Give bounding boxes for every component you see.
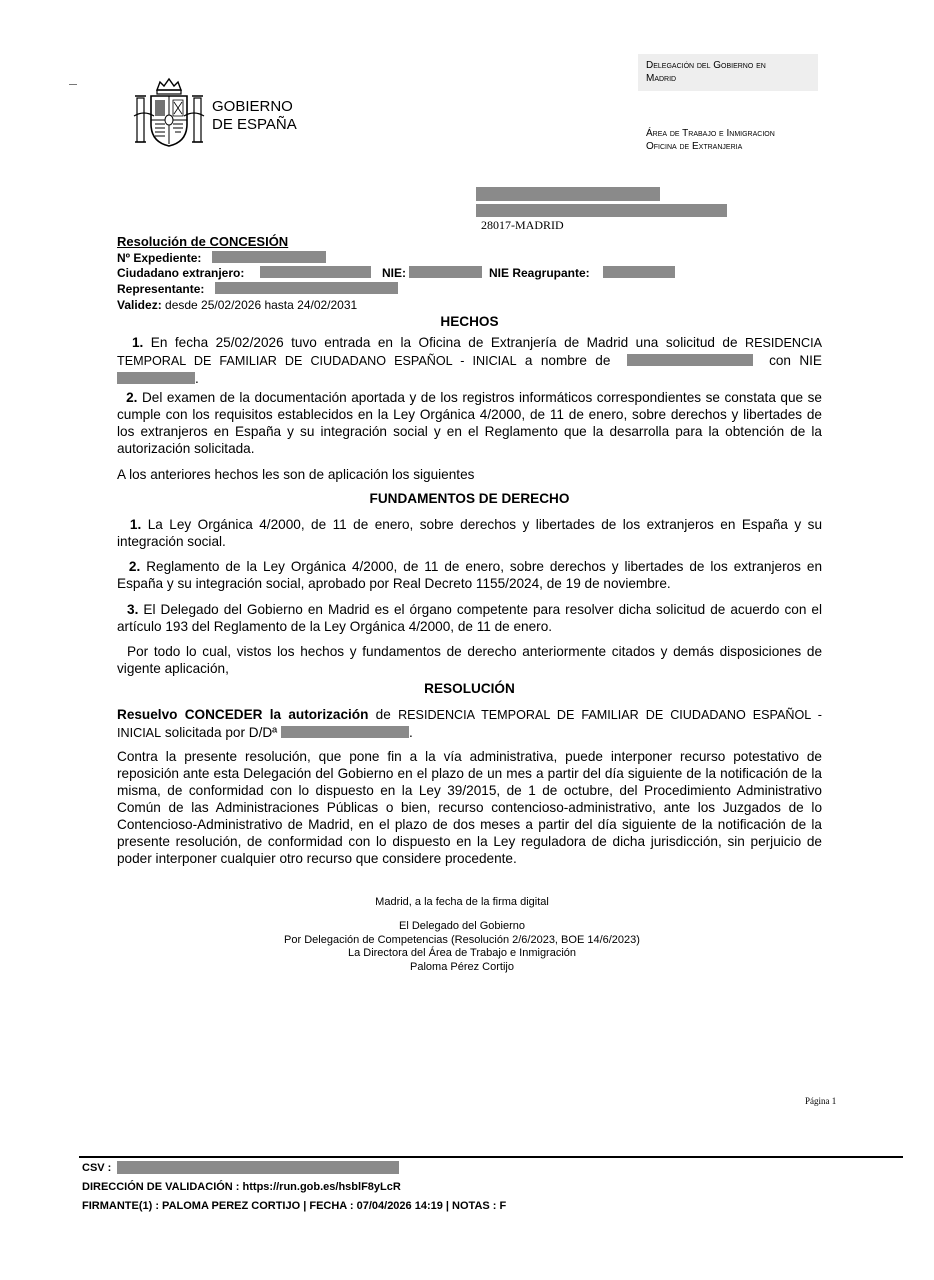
nie-redaction [409,266,482,278]
expediente-label: Nº Expediente: [117,251,202,265]
coat-of-arms-icon [133,76,205,150]
address-redaction-1 [476,187,660,201]
representante-redaction [215,282,398,294]
address-redaction-2 [476,204,727,217]
p2-number: 2. [126,390,138,405]
resolucion-end: . [408,725,413,740]
fundamento-1 [117,516,822,550]
f1-number: 1. [129,517,142,532]
signature-line-2: Por Delegación de Competencias (Resolución 2/6/2023, BOE 14/6/2023) [284,933,640,946]
resolucion-heading: RESOLUCIÓN [424,681,515,696]
ciudadano-label: Ciudadano extranjero: [117,266,245,280]
f3-text: El Delegado del Gobierno en Madrid es el órgano competente para resolver dicha solicitud de acuerdo con el artículo 193 del Reglamento de la Ley Orgánica 4/2000, de 11 de enero. [117,602,822,634]
footer-divider [79,1156,903,1158]
signature-line-3: La Directora del Área de Trabajo e Inmigración [347,947,577,959]
expediente-redaction [212,251,326,263]
ciudadano-redaction [260,266,371,278]
resolucion-bold-lead: Resuelvo CONCEDER la autorización [117,707,369,722]
fundamentos-heading: FUNDAMENTOS DE DERECHO [369,491,570,506]
hechos-paragraph-2 [117,389,822,457]
validez-label: Validez: [117,298,162,312]
delegation-line-1: Delegación del Gobierno en [646,60,766,71]
resolucion-text-b: solicitada por D/Dª [164,725,278,740]
f3-number: 3. [127,602,139,617]
area-line-2: Oficina de Extranjeria [646,141,743,152]
validez-value: desde 25/02/2026 hasta 24/02/2031 [165,298,358,312]
validation-url[interactable]: DIRECCIÓN DE VALIDACIÓN : https://run.gob.es/hsblF8yLcR [82,1181,401,1193]
signature-block [117,920,807,974]
validez-row [117,298,357,312]
nie-reagrupante-label: NIE Reagrupante: [489,266,590,280]
area-line-1: Área de Trabajo e Inmigracion [646,128,775,139]
resolucion-paragraph [117,706,822,742]
gov-line-1: GOBIERNO [212,98,293,115]
p1-end: . [195,371,199,386]
signature-line-1: El Delegado del Gobierno [399,920,525,932]
resolucion-text-a: de [375,707,391,722]
hechos-paragraph-1 [117,334,822,387]
f2-number: 2. [128,559,141,574]
place-date: Madrid, a la fecha de la firma digital [375,896,549,908]
nie-label: NIE: [382,266,406,280]
p1-name-redaction [627,354,753,366]
fundamento-3 [117,601,822,635]
area-office [646,127,775,153]
p1-number: 1. [131,335,144,350]
margin-mark [69,84,77,85]
p1-text-b: a nombre de [524,353,611,368]
csv-redaction [117,1161,399,1174]
delegation-box [638,54,818,91]
gov-line-2: DE ESPAÑA [212,116,297,133]
f2-text: Reglamento de la Ley Orgánica 4/2000, de 11 de enero, sobre derechos y libertades de los extranjeros en España y su integración social, aprobado por Real Decreto 1155/2024, de 19 de noviembre. [117,559,823,591]
nie-reagrupante-redaction [603,266,675,278]
p1-text-a: En fecha 25/02/2026 tuvo entrada en la Oficina de Extranjería de Madrid una solicitud de [150,335,738,350]
resolution-title: Resolución de CONCESIÓN [117,234,289,249]
fundamentos-closing: Por todo lo cual, vistos los hechos y fundamentos de derecho anteriormente citados y demás disposiciones de vigente aplicación, [117,644,822,676]
f1-text: La Ley Orgánica 4/2000, de 11 de enero, sobre derechos y libertades de los extranjeros en España y su integración social. [117,517,822,549]
government-name [212,98,297,134]
p2-text: Del examen de la documentación aportada y de los registros informáticos correspondientes se constata que se cumple con los requisitos establecidos en la Ley Orgánica 4/2000, de 11 de enero, sobre derechos y libertades de los extranjeros en España y su integración social y en el Reglamento que la desarrolla para la obtención de la autorización solicitada. [117,390,822,456]
hechos-transition: A los anteriores hechos les son de aplicación los siguientes [117,467,475,482]
p1-nie-redaction [117,372,195,384]
hechos-heading: HECHOS [440,314,499,329]
resolucion-caps: RESIDENCIA TEMPORAL DE FAMILIAR DE CIUDADANO ESPAÑOL - INICIAL [117,708,823,740]
page-number: Página 1 [805,1096,837,1106]
expediente-row [117,251,201,265]
p1-caps: RESIDENCIA TEMPORAL DE FAMILIAR DE CIUDADANO ESPAÑOL - INICIAL [117,336,823,368]
signature-line-4: Paloma Pérez Cortijo [410,960,514,973]
representante-label: Representante: [117,282,205,296]
csv-label: CSV : [82,1162,112,1174]
firmante-line: FIRMANTE(1) : PALOMA PEREZ CORTIJO | FECHA : 07/04/2026 14:19 | NOTAS : F [82,1200,507,1212]
p1-text-c: con NIE [769,353,822,368]
solicitante-redaction [281,726,409,738]
fundamento-2 [117,558,822,592]
recurso-paragraph: Contra la presente resolución, que pone fin a la vía administrativa, puede interponer recurso potestativo de reposición ante esta Delegación del Gobierno en el plazo de un mes a partir del día siguiente de la notificación de la misma, de conformidad con lo dispuesto en la Ley 39/2015, de 1 de octubre, del Procedimiento Administrativo Común de las Administraciones Públicas o bien, recurso contencioso-administrativo, ante los Juzgados de lo Contencioso-Administrativo de Madrid, en el plazo de dos meses a partir del día siguiente de la notificación de la presente resolución, de conformidad con lo dispuesto en la Ley reguladora de dicha jurisdicción, sin perjuicio de poder interponer cualquier otro recurso que considere procedente. [117,749,822,866]
delegation-line-2: Madrid [646,73,677,84]
address-city: 28017-MADRID [481,218,564,232]
